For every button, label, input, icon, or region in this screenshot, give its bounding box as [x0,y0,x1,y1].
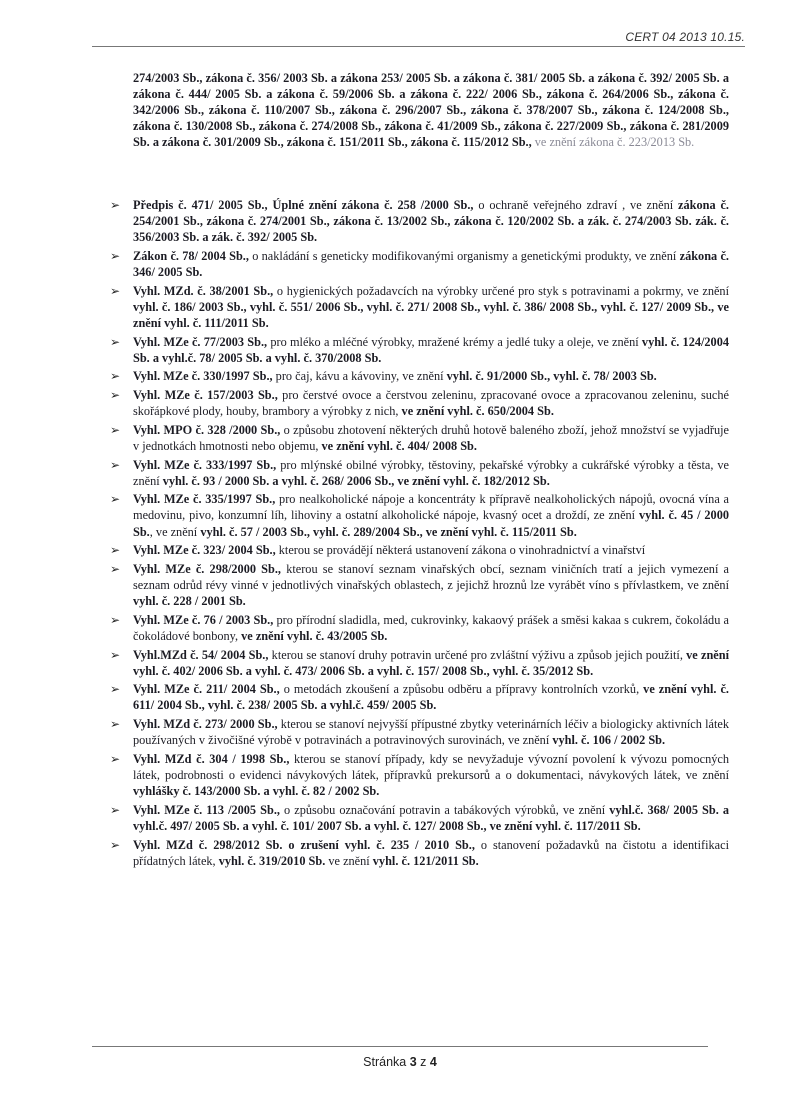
citation-text: vyhl. č. 186/ 2003 Sb., vyhl. č. 551/ 2006 Sb., vyhl. č. 271/ 2008 Sb., vyhl. č. 386/ 2008 Sb., vyhl. č. 127/ 2009 Sb., ve znění vyhl. č. 111/2011 Sb. [133,299,729,330]
citation-text: vyhl. č. 124/2004 Sb. a vyhl.č. 78/ 2005 Sb. a vyhl. č. 370/2008 Sb. [133,334,730,365]
intro-paragraph [133,70,729,150]
citation-text: ve znění vyhl. č. 611/ 2004 Sb., vyhl. č. 238/ 2005 Sb. a vyhl.č. 459/ 2005 Sb. [133,682,729,713]
citation-text: Vyhl. MZd č. 298/2012 Sb. o zrušení vyhl. č. 235 / 2010 Sb., [133,837,475,852]
description-text: o metodách zkoušení a způsobu odběru a přípravy kontrolních vzorků, [279,682,644,697]
description-text: kterou se stanoví druhy potravin určené pro zvláštní výživu a způsob jejich použití, [268,647,687,662]
citation-text: vyhl. č. 319/2010 Sb. [218,853,326,868]
footer-divider [92,1046,708,1047]
description-text: o hygienických požadavcích na výrobky určené pro styk s potravinami a pokrmy, ve znění [273,283,730,298]
regulation-item [110,457,729,489]
citation-text: ve znění vyhl. č. 43/2005 Sb. [241,628,388,643]
regulation-item [110,681,729,713]
citation-text: vyhl. č. 228 / 2001 Sb. [133,594,246,609]
citation-text: Vyhl. MZe č. 113 /2005 Sb., [133,802,280,817]
regulation-item [110,422,729,454]
regulation-item [110,802,729,834]
description-text: kterou se stanoví případy, kdy se nevyžaduje vývozní povolení k vývozu pomocných látek, podrobnosti o evidenci návykových látek, přípravků prekursorů a o dokumentaci, návykových látek, ve znění [133,751,729,782]
citation-text: Předpis č. 471/ 2005 Sb., [133,198,268,212]
citation-text: vyhl. č. 93 / 2000 Sb. a vyhl. č. 268/ 2006 Sb., ve znění vyhl. č. 182/2012 Sb. [162,473,550,488]
page-total: 4 [429,1055,437,1069]
regulation-item [110,334,729,366]
citation-text: Vyhl.MZd č. 54/ 2004 Sb., [133,647,269,662]
regulation-item [110,561,729,609]
regulation-item [110,542,729,558]
citation-text: ve znění vyhl. č. 404/ 2008 Sb. [321,438,477,453]
regulation-item [110,283,729,331]
citation-text: Vyhl. MZe č. 298/2000 Sb., [133,561,282,576]
citation-text: ve znění vyhl. č. 650/2004 Sb. [401,404,554,419]
regulation-item [110,491,729,539]
page-footer [0,1055,800,1069]
regulation-item [110,368,729,384]
citation-text: vyhl. č. 57 / 2003 Sb., vyhl. č. 289/2004 Sb., ve znění vyhl. č. 115/2011 Sb. [200,524,577,539]
citation-text: Vyhl. MZd č. 273/ 2000 Sb., [133,717,278,732]
regulation-list [110,197,729,871]
regulation-item [110,248,729,280]
citation-text: vyhl. č. 106 / 2002 Sb. [552,733,666,748]
regulation-item [110,837,729,869]
arrow-bullet-icon: ➢ [110,612,121,627]
citation-text: Vyhl. MZd č. 304 / 1998 Sb., [133,751,290,766]
description-text: ve znění [325,853,373,868]
arrow-bullet-icon: ➢ [110,334,121,349]
page-separator: z [420,1055,427,1069]
description-text: pro přírodní sladidla, med, cukrovinky, kakaový prášek a směsi kakaa s cukrem, čokoládu a čokoládové bonbony, [133,612,729,643]
page-number: 3 [409,1055,417,1069]
description-text: kterou se stanoví seznam vinařských obcí, seznam viničních tratí a jejich vymezení a seznam odrůd révy vinné v jednotlivých vinařských oblastech, z jejichž hroznů lze vyrábět víno s přívlastkem, ve znění [133,561,729,592]
citation-text: Vyhl. MPO č. 328 /2000 Sb., [133,422,281,437]
citation-text: Zákon č. 78/ 2004 Sb., [133,248,249,263]
citation-text: zákona č. 346/ 2005 Sb. [133,248,729,279]
citation-text: Vyhl. MZe č. 77/2003 Sb., [133,334,268,349]
citation-text: Vyhl. MZe č. 330/1997 Sb., [133,369,273,384]
arrow-bullet-icon: ➢ [110,388,121,402]
arrow-bullet-icon: ➢ [110,561,121,576]
description-text: kterou se stanoví nejvyšší přípustné zbytky veterinárních léčiv a biologicky aktivních látek používaných v živočišné výrobě v potravinách a potravinových surovinách, ve znění [133,717,729,748]
citation-text: Vyhl. MZe č. 335/1997 Sb., [133,492,276,507]
arrow-bullet-icon: ➢ [110,682,121,697]
citation-text: Vyhl. MZe č. 76 / 2003 Sb., [133,612,274,627]
citation-text: vyhlášky č. 143/2000 Sb. a vyhl. č. 82 / 2002 Sb. [133,784,380,799]
regulation-item [110,612,729,644]
citation-text: ve znění vyhl. č. 402/ 2006 Sb. a vyhl. č. 473/ 2006 Sb. a vyhl. č. 157/ 2008 Sb., vyhl. č. 35/2012 Sb. [133,647,729,678]
arrow-bullet-icon: ➢ [110,198,121,212]
arrow-bullet-icon: ➢ [110,283,121,298]
description-text: o ochraně veřejného zdraví , ve znění [473,198,679,212]
citation-text: vyhl. č. 121/2011 Sb. [372,853,479,868]
description-text: pro nealkoholické nápoje a koncentráty k přípravě nealkoholických nápojů, ovocná vína a medovinu, pivo, konzumní líh, lihoviny a ostatní alkoholické nápoje, kvasný ocet a droždí, ze znění [133,492,729,523]
citation-text: Vyhl. MZd. č. 38/2001 Sb., [133,283,274,298]
citation-text: 274/2003 Sb., zákona č. 356/ 2003 Sb. a zákona 253/ 2005 Sb. a zákona č. 381/ 2005 Sb. a zákona č. 392/ 2005 Sb. a zákona č. 444/ 2005 Sb. a zákona č. 59/2006 Sb. a zákona č. 222/ 2006 Sb., zákona č. 264/2006 Sb., zákona č. 342/2006 Sb., zákona č. 110/2007 Sb., zákona č. 296/2007 Sb., zákona č. 378/2007 Sb., zákona č. 124/2008 Sb., zákona č. 130/2008 Sb., zákona č. 274/2008 Sb., zákona č. 41/2009 Sb., zákona č. 227/2009 Sb., zákona č. 281/2009 Sb. a zákona č. 301/2009 Sb., zákona č. 151/2011 Sb., zákona č. 115/2012 Sb., [133,71,729,150]
arrow-bullet-icon: ➢ [110,647,121,662]
header-divider [92,46,745,47]
regulation-item [110,387,729,419]
citation-text: Úplné znění zákona č. 258 /2000 Sb., [272,198,474,212]
arrow-bullet-icon: ➢ [110,248,121,263]
citation-text: Vyhl. MZe č. 323/ 2004 Sb., [133,543,276,558]
regulation-item [110,647,729,679]
arrow-bullet-icon: ➢ [110,543,121,558]
arrow-bullet-icon: ➢ [110,492,121,507]
arrow-bullet-icon: ➢ [110,837,121,852]
arrow-bullet-icon: ➢ [110,802,121,817]
description-text: pro mlýnské obilné výrobky, těstoviny, pekařské výrobky a cukrářské výrobky a těsta, ve znění [133,457,729,488]
citation-text: vyhl. č. 91/2000 Sb., vyhl. č. 78/ 2003 Sb. [446,369,657,384]
citation-text: vyhl.č. 368/ 2005 Sb. a vyhl.č. 497/ 2005 Sb. a vyhl. č. 101/ 2007 Sb. a vyhl. č. 127/ 2008 Sb., ve znění vyhl. č. 117/2011 Sb. [133,802,730,833]
citation-text: Vyhl. MZe č. 333/1997 Sb., [133,457,277,472]
citation-text: Vyhl. MZe č. 211/ 2004 Sb., [133,682,280,697]
arrow-bullet-icon: ➢ [110,751,121,766]
description-text: pro čerstvé ovoce a čerstvou zeleninu, zpracované ovoce a zpracovanou zeleninu, suché skořápkové plody, houby, brambory a výrobky z nich, [133,388,729,419]
regulation-item [110,197,729,245]
regulation-item [110,751,729,799]
regulation-item [110,716,729,748]
description-text: pro čaj, kávu a kávoviny, ve znění [272,369,447,384]
citation-text: vyhl. č. 45 / 2000 Sb. [133,508,729,539]
citation-text: Vyhl. MZe č. 157/2003 Sb., [133,388,278,402]
arrow-bullet-icon: ➢ [110,369,121,384]
description-text: kterou se provádějí některá ustanovení zákona o vinohradnictví a vinařství [275,543,646,558]
page-label: Stránka [363,1055,407,1069]
description-text: ve znění zákona č. 223/2013 Sb. [531,135,695,150]
description-text: , ve znění [149,524,201,539]
arrow-bullet-icon: ➢ [110,457,121,472]
citation-text: zákona č. 254/2001 Sb., zákona č. 274/2001 Sb., zákona č. 13/2002 Sb., zákona č. 120/2002 Sb. a zák. č. 274/2003 Sb. zák. č. 356/2003 Sb. a zák. č. 392/ 2005 Sb. [133,198,730,245]
description-text: o nakládání s geneticky modifikovanými organismy a genetickými produkty, ve znění [248,248,680,263]
arrow-bullet-icon: ➢ [110,422,121,437]
description-text: o způsobu zhotovení některých druhů hotově baleného zboží, jehož množství se vyjadřuje v jednotkách hmotnosti nebo objemu, [133,422,729,453]
description-text: o stanovení požadavků na čistotu a identifikaci přídatných látek, [133,837,729,868]
description-text: o způsobu označování potravin a tabákových výrobků, ve znění [279,802,610,817]
document-code: CERT 04 2013 10.15. [625,30,745,44]
description-text: pro mléko a mléčné výrobky, mražené krémy a jedlé tuky a oleje, ve znění [267,334,642,349]
arrow-bullet-icon: ➢ [110,717,121,732]
